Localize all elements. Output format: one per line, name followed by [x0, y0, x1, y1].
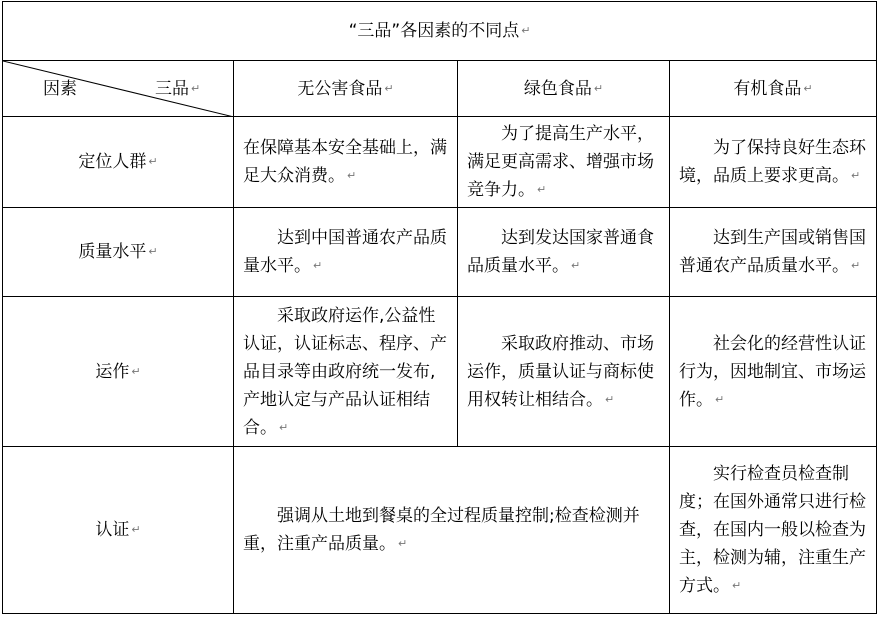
paragraph-mark-icon: ↵ [537, 183, 547, 196]
paragraph-mark-icon: ↵ [605, 392, 615, 406]
corner-header-cell [3, 61, 234, 117]
table-cell-merged: 强调从土地到餐桌的全过程质量控制;检查检测并重，注重产品质量。 ↵ [234, 447, 670, 614]
paragraph-mark-icon: ↵ [851, 169, 861, 182]
comparison-table [2, 1, 877, 614]
paragraph-mark-icon: ↵ [131, 364, 141, 378]
table-row [3, 447, 877, 614]
paragraph-mark-icon: ↵ [593, 81, 604, 95]
paragraph-mark-icon: ↵ [148, 155, 158, 168]
table-cell: 为了提高生产水平，满足更高需求、增强市场竞争力。 ↵ [458, 117, 670, 208]
table-cell: 采取政府运作,公益性认证，认证标志、程序、产品目录等由政府统一发布,产地认定与产品认证相结合。 ↵ [234, 297, 458, 447]
table-cell: 达到发达国家普通食品质量水平。 ↵ [458, 208, 670, 297]
table-cell: 在保障基本安全基础上，满足大众消费。 ↵ [234, 117, 458, 208]
paragraph-mark-icon: ↵ [715, 392, 725, 406]
table-title: “三品”各因素的不同点 [348, 21, 520, 41]
column-header-green: 绿色食品 ↵ [458, 61, 670, 117]
paragraph-mark-icon: ↵ [851, 259, 861, 272]
paragraph-mark-icon: ↵ [279, 420, 289, 434]
row-label-operation: 运作 ↵ [3, 297, 234, 447]
column-header-pollution-free: 无公害食品 ↵ [234, 61, 458, 117]
paragraph-mark-icon: ↵ [521, 24, 531, 37]
table-cell: 社会化的经营性认证行为，因地制宜、市场运作。 ↵ [670, 297, 877, 447]
table-cell: 达到中国普通农产品质量水平。 ↵ [234, 208, 458, 297]
table-row [3, 208, 877, 297]
table-row [3, 117, 877, 208]
table-cell: 采取政府推动、市场运作，质量认证与商标使用权转让相结合。 ↵ [458, 297, 670, 447]
paragraph-mark-icon: ↵ [803, 81, 813, 95]
corner-label-factor: 因素 [43, 79, 77, 99]
table-cell: 为了保持良好生态环境，品质上要求更高。 ↵ [670, 117, 877, 208]
row-label-quality-level: 质量水平 ↵ [3, 208, 234, 297]
paragraph-mark-icon: ↵ [732, 579, 742, 592]
paragraph-mark-icon: ↵ [384, 81, 394, 95]
paragraph-mark-icon: ↵ [131, 523, 141, 536]
paragraph-mark-icon: ↵ [571, 259, 581, 272]
paragraph-mark-icon: ↵ [398, 537, 408, 550]
paragraph-mark-icon: ↵ [313, 259, 323, 272]
row-label-certification: 认证 ↵ [3, 447, 234, 614]
row-label-target-group: 定位人群 ↵ [3, 117, 234, 208]
table-title-cell [3, 2, 877, 61]
table-cell: 实行检查员检查制度；在国外通常只进行检查，在国内一般以检查为主，检测为辅，注重生产方式。 ↵ [670, 447, 877, 614]
paragraph-mark-icon: ↵ [347, 169, 357, 182]
table-row [3, 297, 877, 447]
column-header-organic: 有机食品 ↵ [670, 61, 877, 117]
corner-label-products: 三品 ↵ [155, 79, 201, 99]
paragraph-mark-icon: ↵ [148, 245, 158, 258]
table-cell: 达到生产国或销售国普通农产品质量水平。 ↵ [670, 208, 877, 297]
paragraph-mark-icon: ↵ [191, 82, 201, 95]
